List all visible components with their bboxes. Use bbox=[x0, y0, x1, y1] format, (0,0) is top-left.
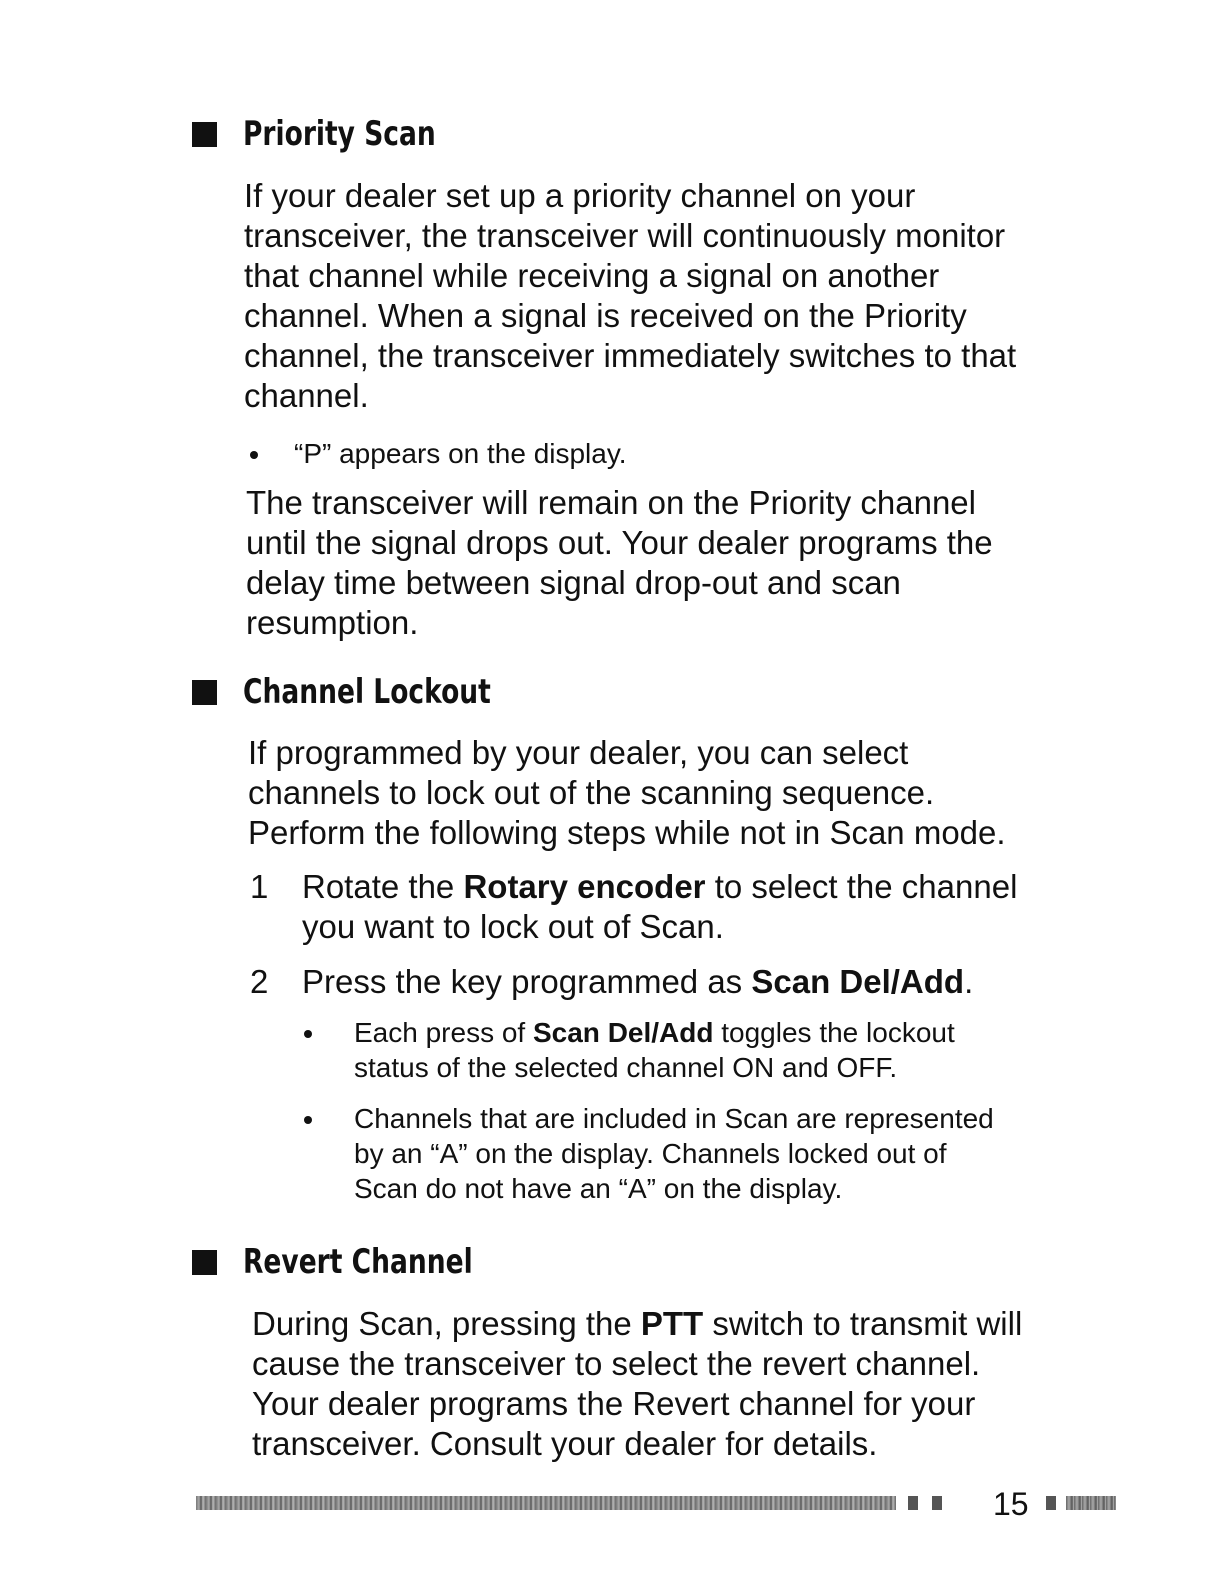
text-line: channels to lock out of the scanning sequence. bbox=[248, 774, 935, 811]
text-line: channel. bbox=[244, 377, 369, 414]
text-line: Your dealer programs the Revert channel for your bbox=[252, 1385, 976, 1422]
bullet-dot-icon bbox=[248, 436, 294, 471]
step-1 bbox=[250, 867, 1130, 947]
text-line: If programmed by your dealer, you can select bbox=[248, 734, 909, 771]
text-line: by an “A” on the display. Channels locked out of bbox=[354, 1138, 947, 1169]
text-line: channel, the transceiver immediately switches to that bbox=[244, 337, 1017, 374]
priority-scan-bullet bbox=[248, 436, 627, 471]
text-line bbox=[252, 1304, 1132, 1344]
section-title: Revert Channel bbox=[243, 1242, 473, 1282]
text-line: status of the selected channel ON and OFF. bbox=[354, 1052, 898, 1083]
lockout-sub-bullet-2 bbox=[302, 1101, 1122, 1206]
bullet-text bbox=[354, 1015, 955, 1085]
text-line: you want to lock out of Scan. bbox=[302, 908, 724, 945]
priority-scan-paragraph-2 bbox=[246, 483, 1126, 643]
text-line: The transceiver will remain on the Priority channel bbox=[246, 484, 976, 521]
text-run: Press the key programmed as bbox=[302, 963, 752, 1000]
channel-lockout-intro bbox=[248, 733, 1128, 853]
channel-lockout-heading bbox=[192, 668, 561, 716]
bullet-text: “P” appears on the display. bbox=[294, 438, 627, 469]
text-line: until the signal drops out. Your dealer programs the bbox=[246, 524, 993, 561]
control-name: Scan Del/Add bbox=[532, 1017, 714, 1048]
text-line: cause the transceiver to select the revert channel. bbox=[252, 1345, 981, 1382]
control-name: Rotary encoder bbox=[463, 868, 706, 905]
text-run: During Scan, pressing the bbox=[252, 1305, 641, 1342]
text-line: channel. When a signal is received on the Priority bbox=[244, 297, 967, 334]
footer-decorative-bar-end bbox=[1066, 1496, 1116, 1510]
text-run: switch to transmit will bbox=[703, 1305, 1023, 1342]
text-line: Perform the following steps while not in Scan mode. bbox=[248, 814, 1006, 851]
square-bullet-icon bbox=[192, 680, 217, 705]
step-text bbox=[302, 867, 1130, 947]
text-line: If your dealer set up a priority channel on your bbox=[244, 177, 916, 214]
step-number: 1 bbox=[250, 868, 269, 905]
text-line: that channel while receiving a signal on another bbox=[244, 257, 940, 294]
priority-scan-paragraph-1 bbox=[244, 176, 1124, 416]
section-title: Priority Scan bbox=[243, 114, 436, 154]
text-line: delay time between signal drop-out and scan bbox=[246, 564, 901, 601]
text-run: Rotate the bbox=[302, 868, 464, 905]
control-name: Scan Del/Add bbox=[751, 963, 965, 1000]
text-line: resumption. bbox=[246, 604, 419, 641]
footer-square-mark bbox=[932, 1496, 942, 1510]
priority-scan-heading bbox=[192, 110, 490, 158]
text-run: . bbox=[964, 963, 974, 1000]
text-run: toggles the lockout bbox=[713, 1017, 955, 1048]
footer-decorative-bar bbox=[196, 1496, 896, 1510]
text-run: Each press of bbox=[354, 1017, 533, 1048]
square-bullet-icon bbox=[192, 122, 217, 147]
text-line: transceiver, the transceiver will continuously monitor bbox=[244, 217, 1006, 254]
section-title: Channel Lockout bbox=[243, 672, 491, 712]
step-text bbox=[302, 962, 1130, 1002]
lockout-sub-bullet-1 bbox=[302, 1015, 1122, 1085]
page-footer bbox=[196, 1484, 1120, 1524]
bullet-dot-icon bbox=[302, 1101, 354, 1206]
text-run: to select the channel bbox=[705, 868, 1018, 905]
text-line: Scan do not have an “A” on the display. bbox=[354, 1173, 843, 1204]
bullet-dot-icon bbox=[302, 1015, 354, 1085]
step-number: 2 bbox=[250, 963, 269, 1000]
text-line: transceiver. Consult your dealer for details. bbox=[252, 1425, 878, 1462]
revert-channel-heading bbox=[192, 1238, 538, 1286]
revert-channel-paragraph bbox=[252, 1304, 1132, 1464]
text-line: Channels that are included in Scan are represented bbox=[354, 1103, 994, 1134]
footer-square-mark bbox=[1046, 1496, 1056, 1510]
control-name: PTT bbox=[640, 1305, 704, 1342]
page-number: 15 bbox=[993, 1486, 1029, 1522]
bullet-text bbox=[354, 1101, 994, 1206]
step-2 bbox=[250, 962, 1130, 1002]
square-bullet-icon bbox=[192, 1250, 217, 1275]
footer-square-mark bbox=[908, 1496, 918, 1510]
